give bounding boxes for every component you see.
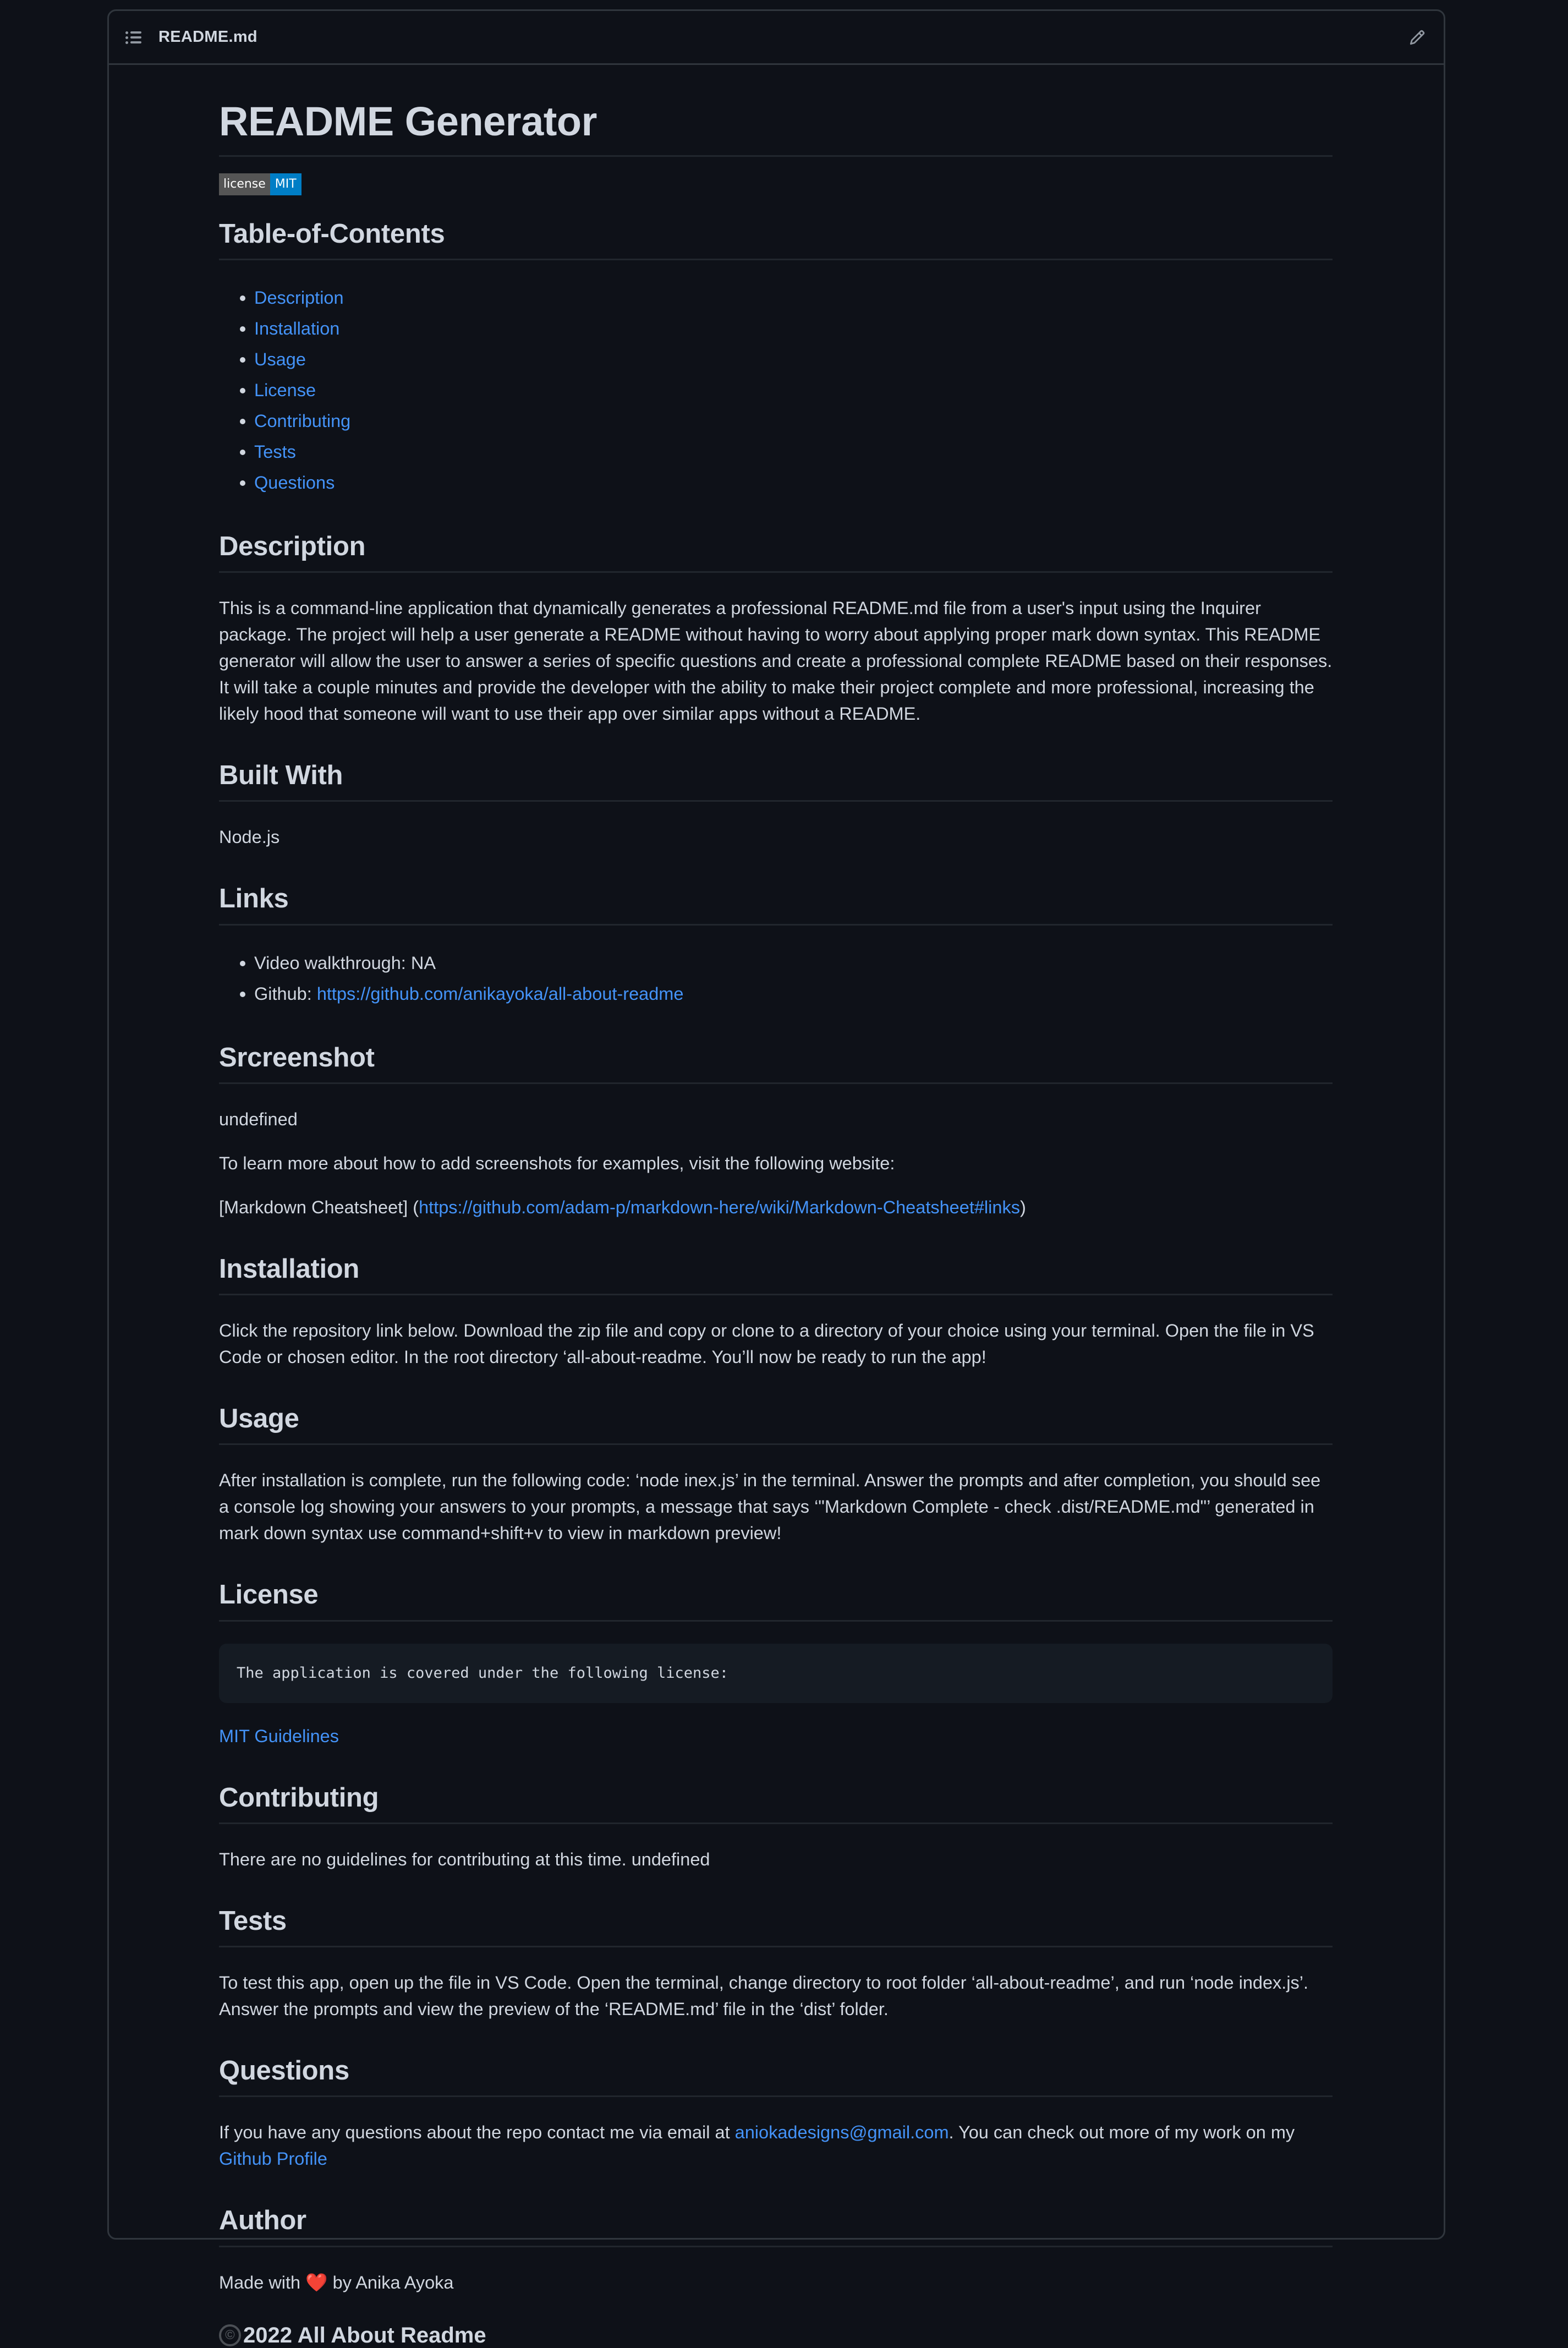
license-code-block: The application is covered under the following license:	[219, 1644, 1333, 1703]
copyright-line	[219, 2323, 1333, 2348]
copyright-icon: ©	[219, 2324, 241, 2346]
author-heading: Author	[219, 2204, 1333, 2247]
made-with-line	[219, 2269, 1333, 2296]
heart-icon: ❤️	[305, 2272, 328, 2293]
toc-link-usage[interactable]: Usage	[254, 349, 306, 369]
license-heading: License	[219, 1578, 1333, 1621]
github-link-item	[254, 978, 1333, 1009]
description-text: This is a command-line application that dynamically generates a professional README.md file from a user's input using the Inquirer package. The project will help a user generate a README without having to worry about applying proper mark down syntax. This README generator will allow the user to answer a series of specific questions and create a professional complete README based on their responses. It will take a couple minutes and provide the developer with the ability to make their project complete and more professional, increasing the likely hood that someone will want to use their app over similar apps without a README.	[219, 598, 1333, 724]
email-link[interactable]: aniokadesigns@gmail.com	[734, 2122, 949, 2143]
toc-item	[254, 406, 1333, 436]
list-unordered-icon[interactable]	[125, 31, 142, 44]
file-name: README.md	[158, 28, 257, 46]
toc-link-questions[interactable]: Questions	[254, 472, 335, 492]
mit-guidelines-link[interactable]: MIT Guidelines	[219, 1726, 339, 1746]
license-badge[interactable]	[219, 173, 301, 195]
file-header	[109, 11, 1444, 65]
pencil-icon	[1409, 29, 1426, 46]
toc-heading: Table-of-Contents	[219, 217, 1333, 260]
cheatsheet-line	[219, 1194, 1333, 1220]
toc-link-license[interactable]: License	[254, 380, 316, 400]
built-with-text: Node.js	[219, 827, 280, 847]
toc-link-contributing[interactable]: Contributing	[254, 411, 351, 431]
made-with-prefix: Made with	[219, 2272, 306, 2292]
tests-heading: Tests	[219, 1904, 1333, 1947]
badge-label: license	[219, 173, 270, 195]
questions-prefix: If you have any questions about the repo contact me via email at	[219, 2122, 735, 2143]
toc-item	[254, 282, 1333, 313]
cheatsheet-link[interactable]: https://github.com/adam-p/markdown-here/wiki/Markdown-Cheatsheet#links	[419, 1197, 1020, 1217]
links-list	[219, 948, 1333, 1009]
usage-text: After installation is complete, run the following code: ‘node inex.js’ in the terminal. Answer the prompts and after completion, you should see a console log showing your answers to your prompts, a message that says ‘"Markdown Complete - check .dist/README.md"’ generated in mark down syntax use command+shift+v to view in markdown preview!	[219, 1470, 1321, 1544]
questions-middle: . You can check out more of my work on my	[949, 2122, 1295, 2143]
readme-file-box	[107, 9, 1445, 2347]
markdown-body	[219, 74, 1333, 2348]
cheatsheet-suffix: )	[1019, 1197, 1026, 1217]
installation-heading: Installation	[219, 1252, 1333, 1295]
github-label: Github:	[254, 983, 317, 1004]
cheatsheet-prefix: [Markdown Cheatsheet] (	[219, 1197, 419, 1217]
screenshot-heading: Srcreenshot	[219, 1041, 1333, 1084]
license-link-line	[219, 1723, 1333, 1749]
toc-item	[254, 375, 1333, 406]
built-with-heading: Built With	[219, 759, 1333, 802]
toc-link-tests[interactable]: Tests	[254, 441, 296, 462]
links-heading: Links	[219, 882, 1333, 925]
copyright-text: 2022 All About Readme	[243, 2323, 486, 2347]
usage-heading: Usage	[219, 1402, 1333, 1445]
contributing-heading: Contributing	[219, 1781, 1333, 1824]
toc-item	[254, 467, 1333, 498]
questions-text	[219, 2119, 1333, 2172]
screenshot-learn-more: To learn more about how to add screenshots for examples, visit the following website:	[219, 1153, 895, 1173]
questions-heading: Questions	[219, 2054, 1333, 2097]
toc-item	[254, 344, 1333, 375]
toc-item	[254, 436, 1333, 467]
toc-list	[219, 282, 1333, 498]
edit-file-button[interactable]	[1407, 28, 1427, 47]
description-heading: Description	[219, 530, 1333, 573]
screenshot-value: undefined	[219, 1109, 298, 1129]
github-repo-link[interactable]: https://github.com/anikayoka/all-about-readme	[316, 983, 684, 1004]
video-walkthrough-item: Video walkthrough: NA	[254, 948, 1333, 978]
made-with-suffix: by Anika Ayoka	[327, 2272, 454, 2292]
toc-link-description[interactable]: Description	[254, 287, 344, 308]
contributing-text: There are no guidelines for contributing at this time. undefined	[219, 1849, 710, 1869]
page-title: README Generator	[219, 96, 1333, 157]
toc-item	[254, 313, 1333, 344]
badge-value: MIT	[270, 173, 301, 195]
github-profile-link[interactable]: Github Profile	[219, 2149, 327, 2169]
toc-link-installation[interactable]: Installation	[254, 318, 340, 338]
installation-text: Click the repository link below. Download the zip file and copy or clone to a directory of your choice using your terminal. Open the file in VS Code or chosen editor. In the root directory ‘all-about-readme. You’ll now be ready to run the app!	[219, 1321, 1314, 1367]
tests-text: To test this app, open up the file in VS Code. Open the terminal, change directory to root folder ‘all-about-readme’, and run ‘node index.js’. Answer the prompts and view the preview of the ‘README.md’ file in the ‘dist’ folder.	[219, 1973, 1309, 2019]
